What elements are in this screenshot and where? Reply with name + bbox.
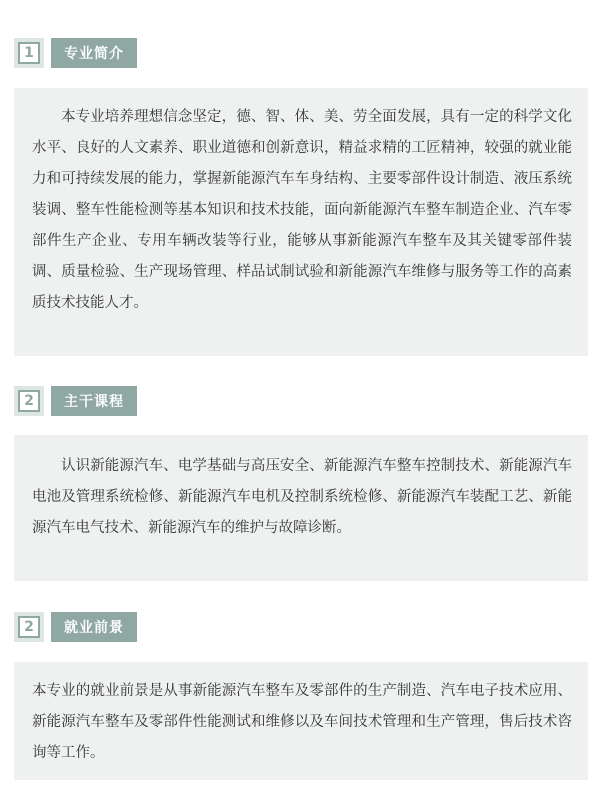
number-label: 2 [18,390,40,412]
section-title: 就业前景 [51,612,137,642]
section-header-intro [14,38,137,68]
number-label: 1 [18,42,40,64]
number-badge [14,38,44,68]
section-title: 专业简介 [51,38,137,68]
section-title: 主干课程 [51,386,137,416]
section-text: 本专业培养理想信念坚定，德、智、体、美、劳全面发展，具有一定的科学文化水平、良好的人文素养、职业道德和创新意识，精益求精的工匠精神，较强的就业能力和可持续发展的能力，掌握新能源汽车车身结构、主要零部件设计制造、液压系统装调、整车性能检测等基本知识和技术技能，面向新能源汽车整车制造企业、汽车零部件生产企业、专用车辆改装等行业，能够从事新能源汽车整车及其关键零部件装调、质量检验、生产现场管理、样品试制试验和新能源汽车维修与服务等工作的高素质技术技能人才。 [32,109,572,311]
section-header-career [14,612,137,642]
section-text: 认识新能源汽车、电学基础与高压安全、新能源汽车整车控制技术、新能源汽车电池及管理系统检修、新能源汽车电机及控制系统检修、新能源汽车装配工艺、新能源汽车电气技术、新能源汽车的维护与故障诊断。 [32,458,572,536]
section-panel-intro [14,88,588,356]
section-panel-courses [14,435,588,581]
number-badge [14,386,44,416]
section-text: 本专业的就业前景是从事新能源汽车整车及零部件的生产制造、汽车电子技术应用、新能源汽车整车及零部件性能测试和维修以及车间技术管理和生产管理，售后技术咨询等工作。 [32,683,572,761]
section-panel-career [14,662,588,780]
number-label: 2 [18,616,40,638]
number-badge [14,612,44,642]
section-header-courses [14,386,137,416]
